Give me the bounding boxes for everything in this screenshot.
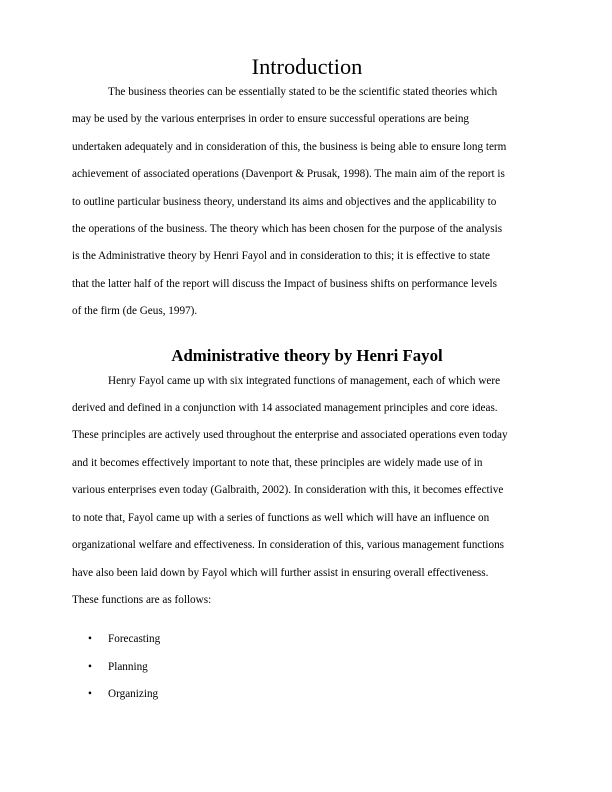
paragraph-line: the operations of the business. The theory which has been chosen for the purpose of the analysis bbox=[72, 223, 503, 236]
bullet-icon: • bbox=[88, 660, 92, 673]
management-functions-list bbox=[72, 626, 542, 708]
bullet-icon: • bbox=[88, 688, 92, 701]
administrative-theory-heading: Administrative theory by Henri Fayol bbox=[171, 345, 443, 365]
paragraph-line: Henry Fayol came up with six integrated functions of management, each of which were bbox=[108, 374, 501, 387]
introduction-heading: Introduction bbox=[251, 54, 363, 79]
bullet-icon: • bbox=[88, 633, 92, 646]
list-item bbox=[72, 654, 542, 681]
list-item bbox=[72, 681, 542, 708]
paragraph-line: is the Administrative theory by Henri Fayol and in consideration to this; it is effective to state bbox=[72, 250, 491, 263]
paragraph-line: undertaken adequately and in consideration of this, the business is being able to ensure long term bbox=[72, 140, 507, 153]
list-item-text: Planning bbox=[108, 660, 148, 673]
paragraph-line: achievement of associated operations (Davenport & Prusak, 1998). The main aim of the report is bbox=[72, 168, 505, 181]
introduction-paragraph bbox=[72, 79, 542, 326]
paragraph-line: organizational welfare and effectiveness. In consideration of this, various management functions bbox=[72, 539, 505, 552]
paragraph-line: These principles are actively used throughout the enterprise and associated operations even today bbox=[72, 429, 508, 442]
paragraph-line: have also been laid down by Fayol which will further assist in ensuring overall effectiveness. bbox=[72, 566, 489, 579]
paragraph-line: various enterprises even today (Galbraith, 2002). In consideration with this, it becomes effective bbox=[72, 484, 504, 497]
paragraph-line: derived and defined in a conjunction with 14 associated management principles and core ideas. bbox=[72, 402, 498, 415]
paragraph-line: to note that, Fayol came up with a series of functions as well which will have an influence on bbox=[72, 511, 490, 524]
document-body bbox=[72, 54, 542, 709]
list-item-text: Organizing bbox=[108, 688, 159, 701]
administrative-theory-paragraph bbox=[72, 368, 542, 615]
paragraph-line: These functions are as follows: bbox=[72, 593, 212, 606]
paragraph-line: to outline particular business theory, understand its aims and objectives and the applicability to bbox=[72, 195, 497, 208]
paragraph-line: of the firm (de Geus, 1997). bbox=[72, 305, 198, 318]
paragraph-line: may be used by the various enterprises in order to ensure successful operations are being bbox=[72, 113, 470, 126]
paragraph-line: The business theories can be essentially stated to be the scientific stated theories which bbox=[108, 86, 498, 98]
list-item-text: Forecasting bbox=[108, 633, 161, 646]
paragraph-line: that the latter half of the report will discuss the Impact of business shifts on performance levels bbox=[72, 277, 498, 290]
paragraph-line: and it becomes effectively important to note that, these principles are widely made use of in bbox=[72, 456, 483, 469]
list-item bbox=[72, 626, 542, 653]
